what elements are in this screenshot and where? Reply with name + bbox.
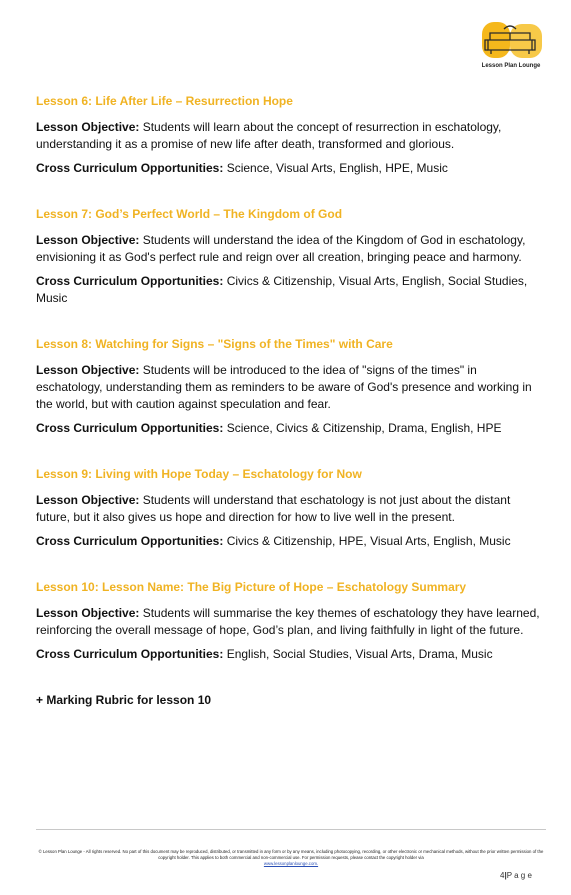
page-number-value: 4 [500, 871, 505, 880]
cross-text: English, Social Studies, Visual Arts, Drama, Music [223, 647, 493, 661]
lesson-objective [36, 605, 546, 639]
page-label: P a g e [506, 871, 532, 880]
lesson-title: Lesson 10: Lesson Name: The Big Picture of Hope – Eschatology Summary [36, 580, 467, 594]
footer-divider [36, 829, 546, 830]
cross-text: Civics & Citizenship, Visual Arts, English, Social Studies, Music [36, 274, 528, 305]
website-link[interactable]: www.lessonplanlounge.com. [263, 861, 319, 866]
cross-label: Cross Curriculum Opportunities: [36, 274, 224, 288]
lesson-8 [36, 337, 546, 437]
lesson-title: Lesson 9: Living with Hope Today – Eschatology for Now [36, 467, 362, 481]
cross-label: Cross Curriculum Opportunities: [36, 161, 224, 175]
objective-label: Lesson Objective: [36, 233, 140, 247]
objective-text: Students will understand the idea of the Kingdom of God in eschatology, envisioning it as God's perfect rule and reign over all creation, bringing peace and harmony. [36, 233, 526, 264]
lesson-title: Lesson 8: Watching for Signs – "Signs of the Times" with Care [36, 337, 393, 351]
lesson-objective [36, 232, 546, 266]
lesson-6 [36, 94, 546, 177]
objective-text: Students will be introduced to the idea of "signs of the times" in eschatology, understanding them as reminders to be aware of God's presence and working in the world, but with caution against speculation and fear. [36, 363, 532, 411]
sofa-logo-icon [476, 20, 546, 64]
lesson-9 [36, 467, 546, 550]
cross-curriculum [36, 273, 546, 307]
lesson-list [36, 94, 546, 707]
cross-curriculum [36, 420, 546, 437]
lesson-10 [36, 580, 546, 663]
objective-text: Students will learn about the concept of resurrection in eschatology, understanding it as a promise of new life after death, transformed and glorious. [36, 120, 502, 151]
cross-curriculum [36, 533, 546, 550]
cross-text: Civics & Citizenship, HPE, Visual Arts, English, Music [223, 534, 511, 548]
cross-label: Cross Curriculum Opportunities: [36, 647, 224, 661]
marking-rubric-note: + Marking Rubric for lesson 10 [36, 693, 212, 707]
cross-label: Cross Curriculum Opportunities: [36, 534, 224, 548]
cross-label: Cross Curriculum Opportunities: [36, 421, 224, 435]
objective-text: Students will understand that eschatology is not just about the distant future, but it also gives us hope and direction for how to live well in the present. [36, 493, 511, 524]
lesson-title: Lesson 7: God’s Perfect World – The Kingdom of God [36, 207, 343, 221]
objective-label: Lesson Objective: [36, 363, 140, 377]
lesson-objective [36, 492, 546, 526]
copyright-text: © Lesson Plan Lounge - All rights reserved. No part of this document may be reproduced, distributed, or transmitted in any form or by any means, including photocopying, recording, or other electronic or mechanical methods, without the prior written permission of the copyright holder. This applies to both commercial and non-commercial use. For permission requests, please contact the copyright holder via [38, 849, 544, 860]
lesson-objective [36, 119, 546, 153]
lesson-title: Lesson 6: Life After Life – Resurrection Hope [36, 94, 293, 108]
lesson-7 [36, 207, 546, 307]
logo [476, 20, 546, 76]
objective-label: Lesson Objective: [36, 120, 140, 134]
page-number [500, 871, 532, 880]
objective-text: Students will summarise the key themes of eschatology they have learned, reinforcing the overall message of hope, God’s plan, and living faithfully in light of the future. [36, 606, 540, 637]
objective-label: Lesson Objective: [36, 606, 140, 620]
cross-curriculum [36, 160, 546, 177]
logo-text: Lesson Plan Lounge [481, 63, 541, 69]
footer-copyright [36, 849, 546, 867]
objective-label: Lesson Objective: [36, 493, 140, 507]
page-separator: | [504, 871, 507, 880]
cross-curriculum [36, 646, 546, 663]
cross-text: Science, Visual Arts, English, HPE, Music [223, 161, 448, 175]
lesson-objective [36, 362, 546, 413]
cross-text: Science, Civics & Citizenship, Drama, English, HPE [223, 421, 502, 435]
